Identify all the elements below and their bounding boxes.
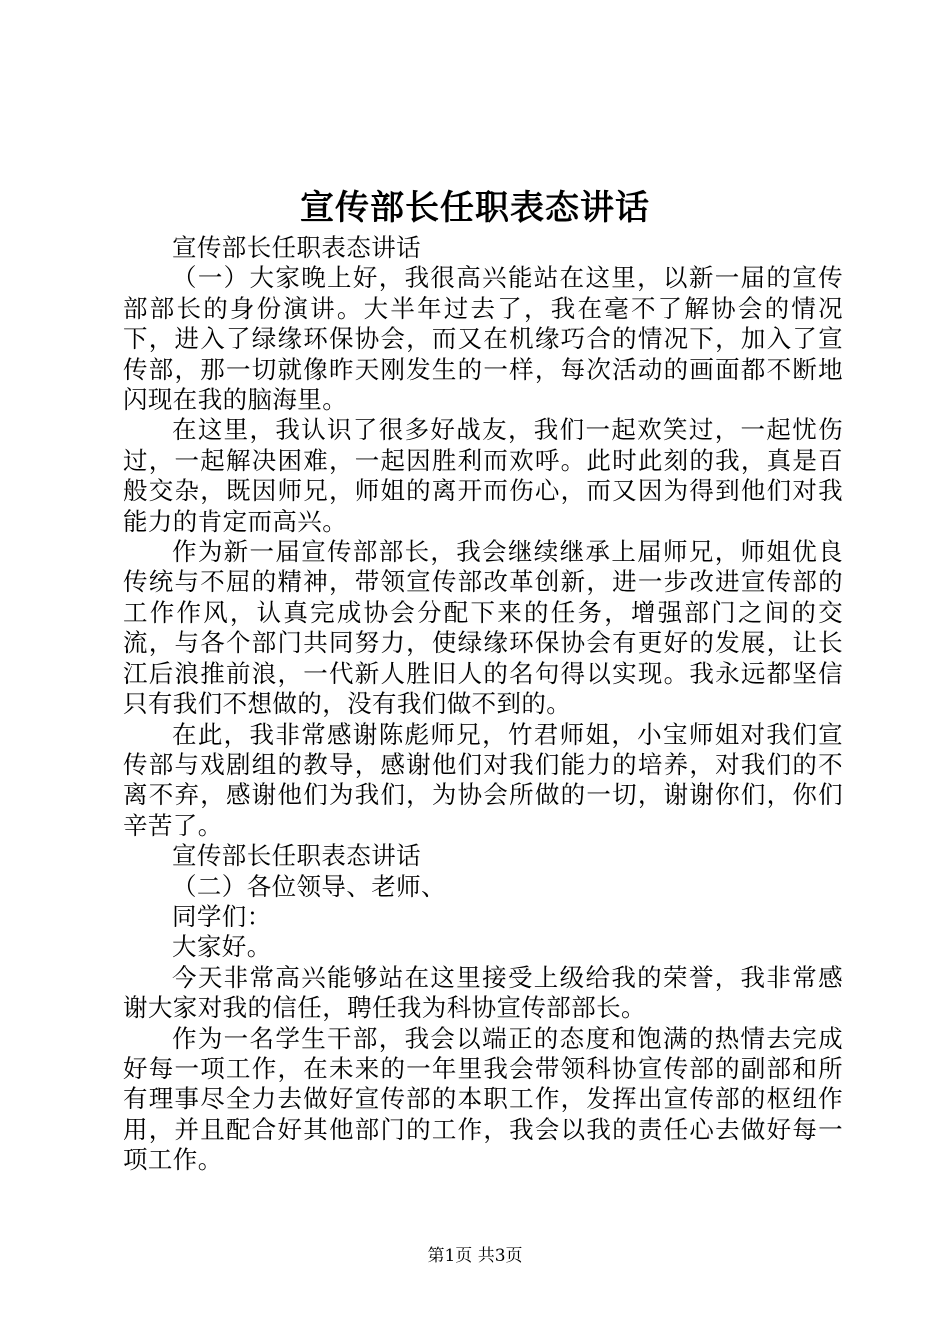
paragraph: 在此，我非常感谢陈彪师兄，竹君师姐，小宝师姐对我们宣传部与戏剧组的教导，感谢他们对我们能力的培养，对我们的不离不弃，感谢他们为我们，为协会所做的一切，谢谢你们，你们辛苦了。 <box>123 719 843 840</box>
paragraph-salutation: （二）各位领导、老师、 <box>172 871 446 901</box>
paragraph: 今天非常高兴能够站在这里接受上级给我的荣誉，我非常感谢大家对我的信任，聘任我为科协宣传部部长。 <box>123 962 843 1023</box>
paragraph: 作为一名学生干部，我会以端正的态度和饱满的热情去完成好每一项工作，在未来的一年里我会带领科协宣传部的副部和所有理事尽全力去做好宣传部的本职工作，发挥出宣传部的枢纽作用，并且配合好其他部门的工作，我会以我的责任心去做好每一项工作。 <box>123 1023 843 1175</box>
paragraph: （一）大家晚上好，我很高兴能站在这里，以新一届的宣传部部长的身份演讲。大半年过去了，我在毫不了解协会的情况下，进入了绿缘环保协会，而又在机缘巧合的情况下，加入了宣传部，那一切就像昨天刚发生的一样，每次活动的画面都不断地闪现在我的脑海里。 <box>123 263 843 415</box>
document-title: 宣传部长任职表态讲话 <box>300 188 650 228</box>
paragraph: 在这里，我认识了很多好战友，我们一起欢笑过，一起忧伤过，一起解决困难，一起因胜利而欢呼。此时此刻的我，真是百般交杂，既因师兄，师姐的离开而伤心，而又因为得到他们对我能力的肯定而高兴。 <box>123 415 843 536</box>
paragraph-heading-2: 宣传部长任职表态讲话 <box>172 841 421 871</box>
document-body <box>123 233 843 1176</box>
paragraph-greeting: 大家好。 <box>172 932 272 962</box>
paragraph-salutation: 同学们： <box>172 901 272 931</box>
page-number-footer: 第1页 共3页 <box>427 1246 523 1266</box>
paragraph: 作为新一届宣传部部长，我会继续继承上届师兄，师姐优良传统与不屈的精神，带领宣传部改革创新，进一步改进宣传部的工作作风，认真完成协会分配下来的任务，增强部门之间的交流，与各个部门共同努力，使绿缘环保协会有更好的发展，让长江后浪推前浪，一代新人胜旧人的名句得以实现。我永远都坚信只有我们不想做的，没有我们做不到的。 <box>123 537 843 719</box>
paragraph-heading-1: 宣传部长任职表态讲话 <box>172 233 421 262</box>
